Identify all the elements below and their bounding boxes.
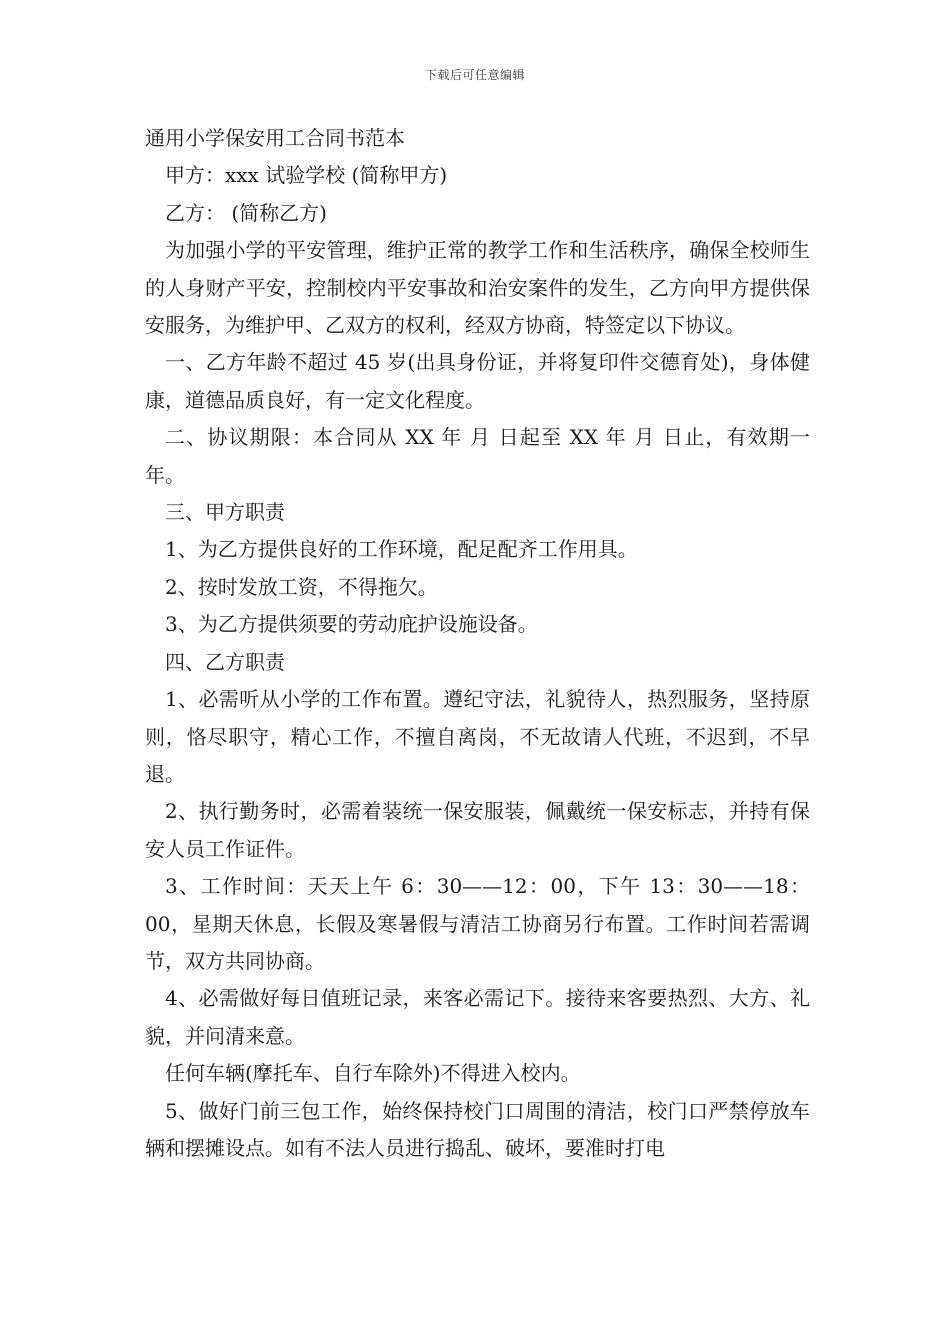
preamble-paragraph: 为加强小学的平安管理，维护正常的教学工作和生活秩序，确保全校师生的人身财产平安，控制校内平安事故和治安案件的发生，乙方向甲方提供保安服务，为维护甲、乙双方的权利，经双方协商，特签定以下协议。: [145, 238, 810, 338]
party-b-duty-5: 5、做好门前三包工作，始终保持校门口周围的清洁，校门口严禁停放车辆和摆摊设点。如有不法人员进行捣乱、破坏，要准时打电: [145, 1098, 810, 1160]
party-b-duty-4: 4、必需做好每日值班记录，来客必需记下。接待来客要热烈、大方、礼貌，并问清来意。: [145, 986, 810, 1048]
page-header-note: 下载后可任意编辑: [424, 68, 525, 82]
party-b-duty-2: 2、执行勤务时，必需着装统一保安服装，佩戴统一保安标志，并持有保安人员工作证件。: [145, 799, 810, 861]
party-a-duty-2: 2、按时发放工资，不得拖欠。: [165, 574, 438, 599]
party-b-duty-1: 1、必需听从小学的工作布置。遵纪守法，礼貌待人，热烈服务，坚持原则，恪尽职守，精心工作，不擅自离岗，不无故请人代班，不迟到，不早退。: [145, 687, 810, 786]
party-a-line: 甲方：xxx 试验学校 (简称甲方): [165, 163, 448, 188]
party-b-line: 乙方： (简称乙方): [165, 200, 327, 225]
document-body: [145, 120, 810, 1167]
section-heading-party-b-duties: 四、乙方职责: [165, 649, 285, 674]
party-b-duty-3: 3、工作时间：天天上午 6：30——12：00，下午 13：30——18：00，星期天休息，长假及寒暑假与清洁工协商另行布置。工作时间若需调节，双方共同协商。: [145, 874, 810, 973]
party-a-duty-1: 1、为乙方提供良好的工作环境，配足配齐工作用具。: [165, 537, 638, 562]
party-a-duty-3: 3、为乙方提供须要的劳动庇护设施设备。: [165, 612, 538, 637]
section-heading-party-a-duties: 三、甲方职责: [165, 500, 285, 525]
clause-2-term: 二、协议期限：本合同从 XX 年 月 日起至 XX 年 月 日止，有效期一年。: [145, 425, 810, 487]
clause-1-age: 一、乙方年龄不超过 45 岁(出具身份证，并将复印件交德育处)，身体健康，道德品质良好，有一定文化程度。: [145, 350, 810, 412]
vehicle-rule: 任何车辆(摩托车、自行车除外)不得进入校内。: [165, 1061, 581, 1086]
document-title: 通用小学保安用工合同书范本: [145, 126, 405, 150]
